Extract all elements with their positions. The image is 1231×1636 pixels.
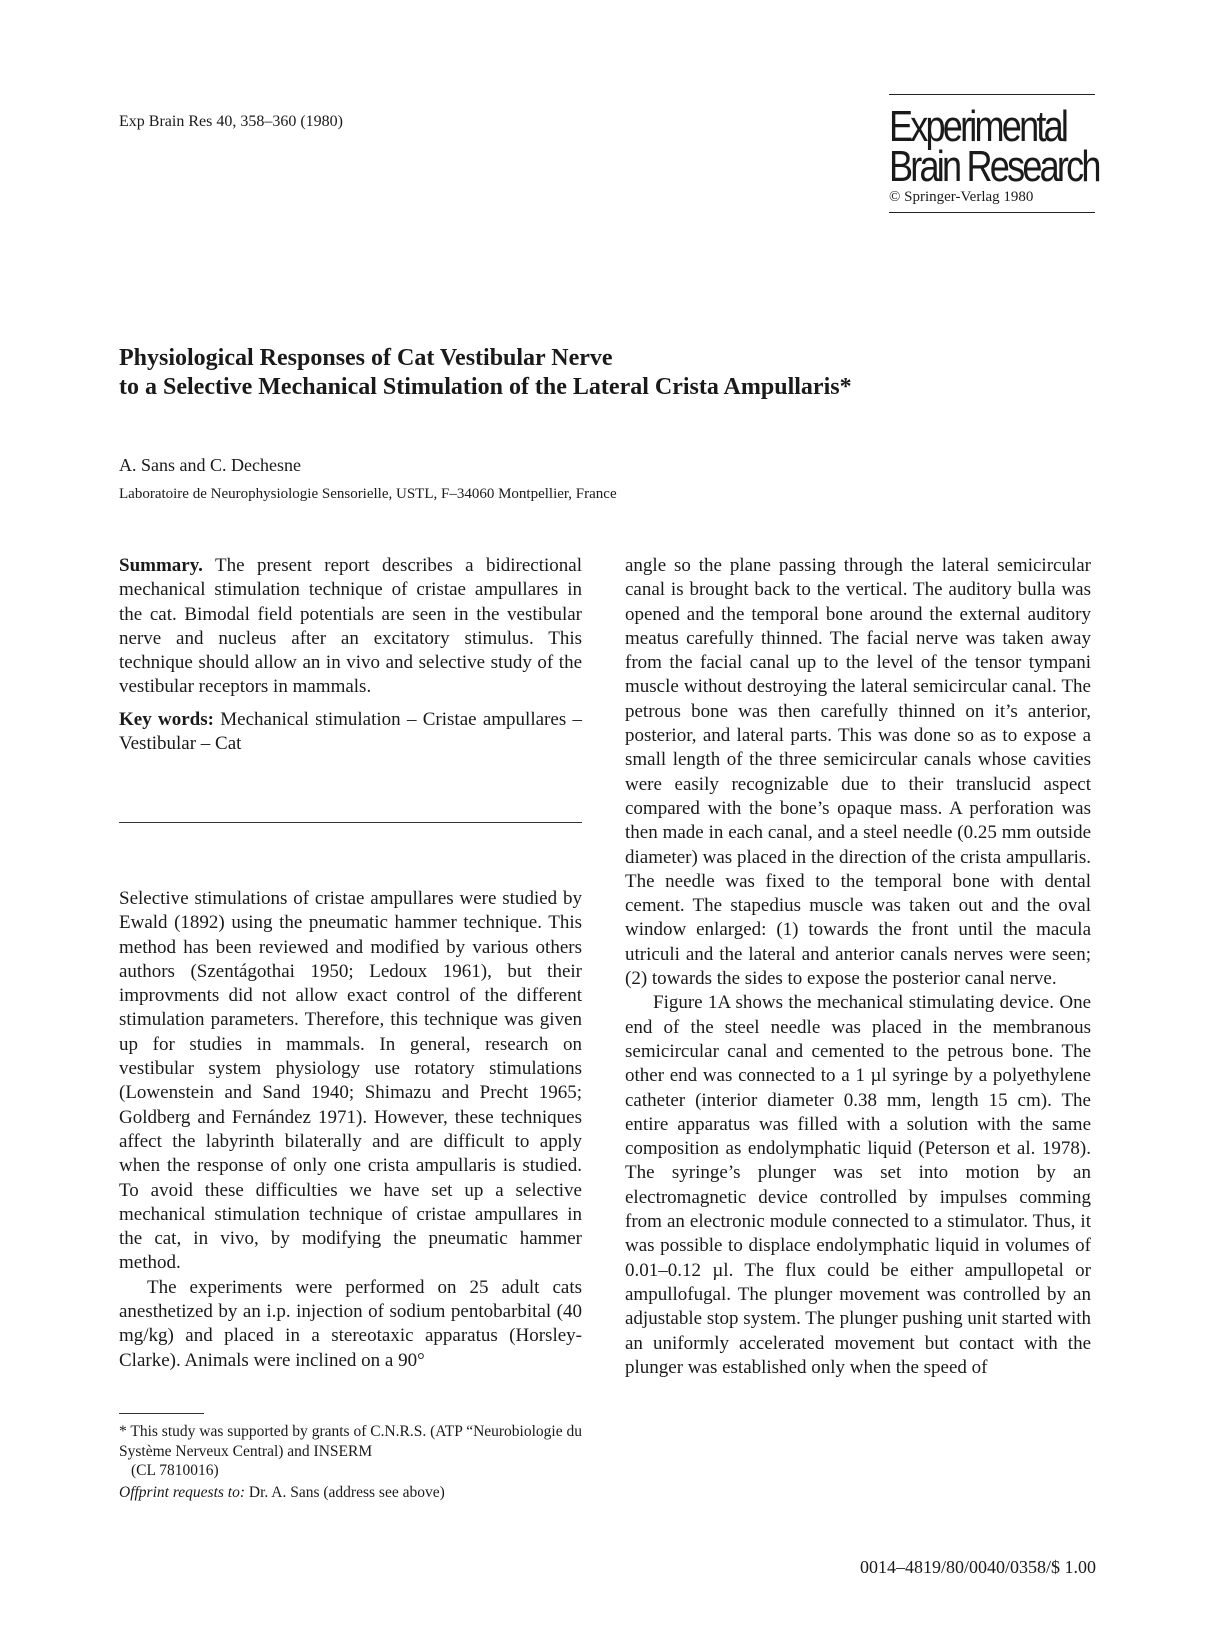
abstract-block (119, 554, 582, 756)
title-line-1: Physiological Responses of Cat Vestibular Nerve (119, 345, 613, 371)
journal-logo (889, 94, 1099, 213)
logo-top-rule (889, 94, 1095, 95)
offprint-label: Offprint requests to: (119, 1483, 246, 1501)
article-title (119, 344, 1109, 402)
footnote-rule (119, 1413, 204, 1414)
keywords-text: Mechanical stimulation – Cristae ampullares – Vestibular – Cat (119, 708, 582, 755)
journal-name-line1: Experimental (889, 102, 1067, 151)
copyright: © Springer-Verlag 1980 (889, 189, 1034, 205)
title-line-2: to a Selective Mechanical Stimulation of the Lateral Crista Ampullaris* (119, 374, 852, 400)
abstract-separator (119, 822, 582, 823)
body-paragraph: Figure 1A shows the mechanical stimulating device. One end of the steel needle was placed in the membranous semicircular canal and cemented to the petrous bone. The other end was connected to a 1 µl syringe by a polyethylene catheter (interior diameter 0.38 mm, length 15 cm). The entire apparatus was filled with a solution with the same composition as endolymphatic liquid (Peterson et al. 1978). The syringe’s plunger was set into motion by an electromagnetic device controlled by impulses comming from an electronic module connected to a stimulator. Thus, it was possible to displace endolymphatic liquid in volumes of 0.01–0.12 µl. The flux could be either ampullopetal or ampullofugal. The plunger movement was controlled by an adjustable stop system. The plunger pushing unit started with an uniformly accelerated movement but contact with the plunger was established only when the speed of (625, 992, 1091, 1378)
funding-footnote: * This study was supported by grants of C.N.R.S. (ATP “Neurobiologie du Système Nerveux Central) and INSERM (119, 1423, 582, 1460)
affiliation: Laboratoire de Neurophysiologie Sensorielle, USTL, F–34060 Montpellier, France (119, 486, 617, 502)
keywords-label: Key words: (119, 708, 214, 730)
summary-text: The present report describes a bidirectional mechanical stimulation technique of cristae ampullares in the cat. Bimodal field potentials are seen in the vestibular nerve and nucleus after an excitatory stimulus. This technique should allow an in vivo and selective study of the vestibular receptors in mammals. (119, 555, 582, 698)
logo-bottom-rule (889, 212, 1095, 213)
authors: A. Sans and C. Dechesne (119, 455, 301, 475)
offprint-note (119, 1483, 582, 1503)
body-paragraph: angle so the plane passing through the lateral semicircular canal is brought back to the vertical. The auditory bulla was opened and the temporal bone around the external auditory meatus carefully thinned. The facial nerve was taken away from the facial canal up to the level of the tensor tympani muscle without destroying the lateral semicircular canal. The petrous bone was then carefully thinned on it’s anterior, posterior, and lateral parts. This was done so as to expose a small length of the three semicircular canals whose cavities were easily recognizable due to their translucid aspect compared with the bone’s opaque mass. A perforation was then made in each canal, and a steel needle (0.25 mm outside diameter) was placed in the direction of the crista ampullaris. The needle was fixed to the temporal bone with dental cement. The stapedius muscle was taken out and the oval window enlarged: (1) towards the front until the macula utriculi and the lateral and anterior canals nerves were seen; (2) towards the sides to expose the posterior canal nerve. (625, 555, 1091, 990)
footnotes (119, 1422, 582, 1502)
offprint-text: Dr. A. Sans (address see above) (245, 1483, 445, 1501)
funding-footnote-cont: (CL 7810016) (131, 1462, 219, 1479)
body-right-column (625, 554, 1091, 1380)
journal-name-line2: Brain Research (889, 142, 1099, 191)
summary-paragraph (119, 554, 582, 700)
body-paragraph: The experiments were performed on 25 adult cats anesthetized by an i.p. injection of sodium pentobarbital (40 mg/kg) and placed in a stereotaxic apparatus (Horsley-Clarke). Animals were inclined on a 90° (119, 1276, 582, 1371)
journal-citation: Exp Brain Res 40, 358–360 (1980) (119, 113, 343, 130)
body-left-column (119, 887, 582, 1373)
keywords-paragraph (119, 708, 582, 757)
body-paragraph: Selective stimulations of cristae ampullares were studied by Ewald (1892) using the pneumatic hammer technique. This method has been reviewed and modified by various others authors (Szentágothai 1950; Ledoux 1961), but their improvments did not allow exact control of the different stimulation parameters. Therefore, this technique was given up for studies in mammals. In general, research on vestibular system physiology use rotatory stimulations (Lowenstein and Sand 1940; Shimazu and Precht 1965; Goldberg and Fernández 1971). However, these techniques affect the labyrinth bilaterally and are difficult to apply when the response of only one crista ampullaris is studied. To avoid these difficulties we have set up a selective mechanical stimulation technique of cristae ampullares in the cat, in vivo, by modifying the pneumatic hammer method. (119, 888, 582, 1274)
summary-label: Summary. (119, 555, 203, 576)
article-code: 0014–4819/80/0040/0358/$ 1.00 (859, 1557, 1096, 1577)
